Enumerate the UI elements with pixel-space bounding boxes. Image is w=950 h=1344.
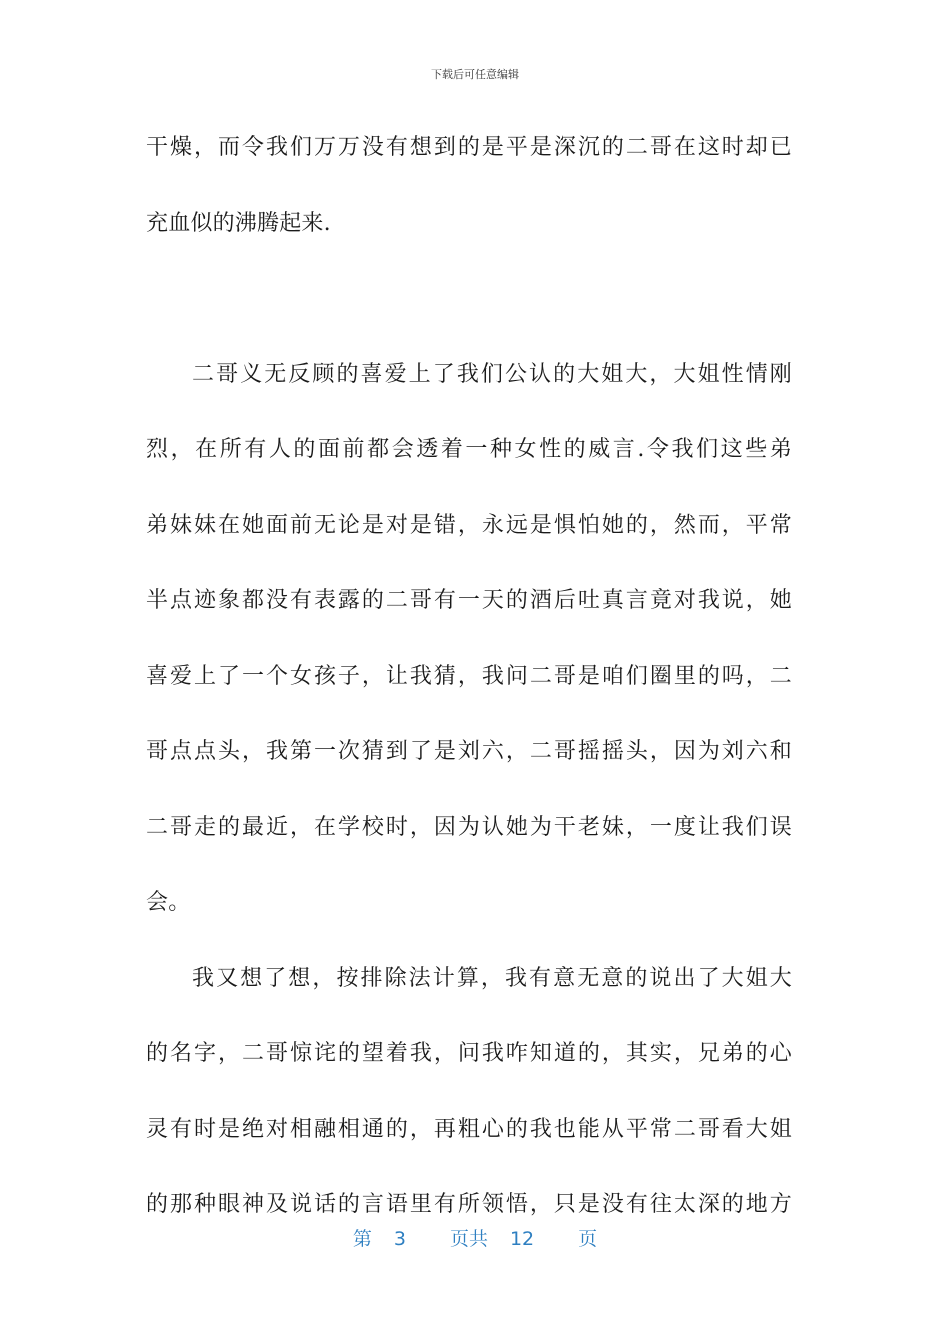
text-line: 的名字，二哥惊诧的望着我，问我咋知道的，其实，兄弟的心 <box>146 1041 792 1066</box>
text-line: 哥点点头，我第一次猜到了是刘六，二哥摇摇头，因为刘六和 <box>146 739 792 764</box>
footer-prefix: 第 <box>352 1228 372 1250</box>
text-line: 半点迹象都没有表露的二哥有一天的酒后吐真言竟对我说，她 <box>146 588 792 613</box>
document-body <box>146 110 792 1243</box>
text-line: 灵有时是绝对相融相通的，再粗心的我也能从平常二哥看大姐 <box>146 1116 792 1142</box>
blank-line <box>146 261 792 337</box>
footer-middle: 页共 <box>449 1228 488 1250</box>
text-line: 会。 <box>146 890 191 915</box>
text-line: 干燥，而令我们万万没有想到的是平是深沉的二哥在这时却已 <box>146 135 792 160</box>
page-footer <box>0 1224 950 1251</box>
text-line: 二哥走的最近，在学校时，因为认她为干老妹，一度让我们误 <box>146 814 792 840</box>
current-page-number: 3 <box>393 1228 406 1250</box>
text-line: 烈，在所有人的面前都会透着一种女性的威言.令我们这些弟 <box>146 437 792 462</box>
paragraph-first-line: 二哥义无反顾的喜爱上了我们公认的大姐大，大姐性情刚 <box>192 361 792 387</box>
footer-suffix: 页 <box>578 1228 598 1250</box>
text-line: 喜爱上了一个女孩子，让我猜，我问二哥是咱们圈里的吗，二 <box>146 663 792 689</box>
text-line: 的那种眼神及说话的言语里有所领悟，只是没有往太深的地方 <box>146 1192 792 1217</box>
text-line: 充血似的沸腾起来. <box>146 210 331 236</box>
paragraph-first-line: 我又想了想，按排除法计算，我有意无意的说出了大姐大 <box>192 965 792 991</box>
total-pages-number: 12 <box>509 1228 535 1250</box>
text-line: 弟妹妹在她面前无论是对是错，永远是惧怕她的，然而，平常 <box>146 512 792 538</box>
page-header: 下载后可任意编辑 <box>431 68 519 81</box>
